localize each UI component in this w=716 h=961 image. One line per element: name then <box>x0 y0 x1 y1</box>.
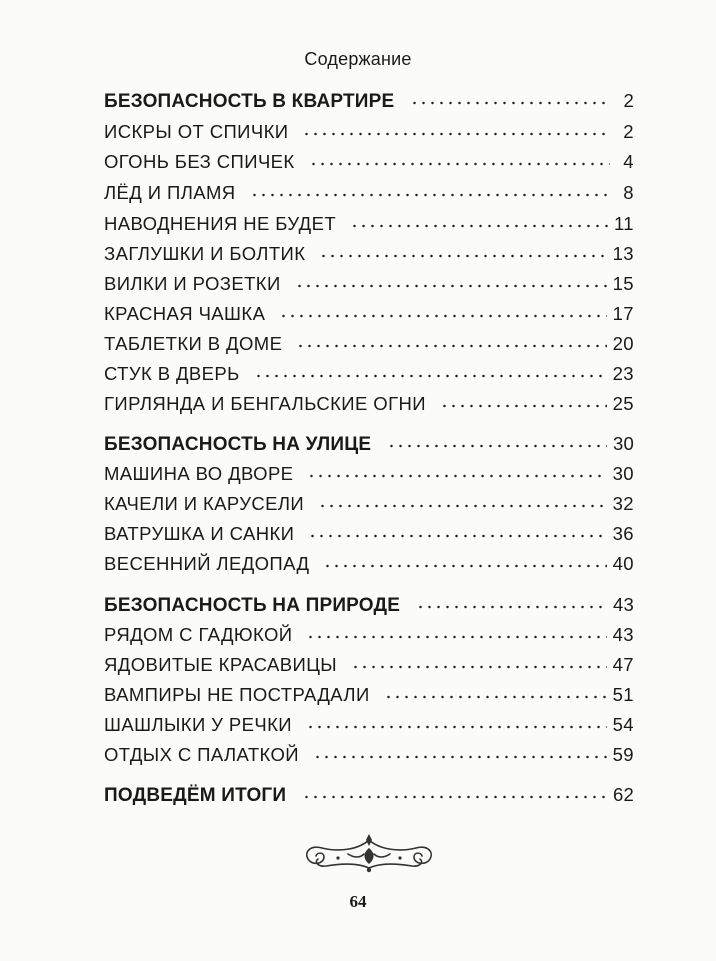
dot-leader <box>308 533 606 539</box>
dot-leader <box>306 634 606 640</box>
toc-section-row <box>104 90 634 114</box>
toc-entry-row <box>104 363 634 387</box>
page-number: 64 <box>349 892 367 911</box>
toc-title: Содержание <box>304 49 412 69</box>
dot-leader <box>350 223 608 229</box>
toc-page-number: 15 <box>612 273 634 294</box>
toc-page-number: 43 <box>612 624 634 645</box>
toc-entry-row <box>104 151 634 175</box>
toc-entry-row <box>104 182 634 206</box>
toc-entry-title: ТАБЛЕТКИ В ДОМЕ <box>104 333 283 354</box>
toc-page-number: 23 <box>612 363 634 384</box>
toc-entry-title: ВЕСЕННИЙ ЛЕДОПАД <box>104 553 310 574</box>
toc-page-number: 54 <box>612 714 634 735</box>
toc-page-number: 36 <box>612 523 634 544</box>
dot-leader <box>416 604 607 610</box>
toc-entry-row <box>104 121 634 145</box>
dot-leader <box>279 313 606 319</box>
toc-entry-title: ОТДЫХ С ПАЛАТКОЙ <box>104 744 299 765</box>
toc-entry-title: СТУК В ДВЕРЬ <box>104 363 240 384</box>
dot-leader <box>440 403 607 409</box>
toc-entry-row <box>104 744 634 768</box>
toc-page-number: 62 <box>613 784 634 805</box>
toc-page-number: 32 <box>612 493 634 514</box>
toc-entry-title: ВАМПИРЫ НЕ ПОСТРАДАЛИ <box>104 684 370 705</box>
toc-page-number: 2 <box>623 121 634 142</box>
toc-section-title: ПОДВЕДЁМ ИТОГИ <box>104 785 287 806</box>
toc-page-number: 47 <box>612 654 634 675</box>
toc-entry-row <box>104 273 634 297</box>
toc-entry-row <box>104 684 634 708</box>
toc-section-row <box>104 433 634 457</box>
toc-entry-title: ВИЛКИ И РОЗЕТКИ <box>104 273 281 294</box>
toc-entry-row <box>104 493 634 517</box>
toc-entry-row <box>104 333 634 357</box>
toc-page-number: 4 <box>623 151 634 172</box>
dot-leader <box>250 192 610 198</box>
toc-page-number: 30 <box>613 433 634 454</box>
dot-leader <box>319 253 606 259</box>
toc-entry-row <box>104 654 634 678</box>
toc-entry-title: НАВОДНЕНИЯ НЕ БУДЕТ <box>104 213 337 234</box>
toc-entry-row <box>104 463 634 487</box>
toc-entry-title: ШАШЛЫКИ У РЕЧКИ <box>104 714 292 735</box>
dot-leader <box>323 563 606 569</box>
toc-entry-row <box>104 553 634 577</box>
toc-entry-row <box>104 303 634 327</box>
toc-entry-row <box>104 243 634 267</box>
toc-entry-title: ЯДОВИТЫЕ КРАСАВИЦЫ <box>104 654 338 675</box>
toc-section-row <box>104 784 634 808</box>
dot-leader <box>387 443 607 449</box>
toc-entry-row <box>104 213 634 237</box>
dot-leader <box>302 794 607 800</box>
toc-section-title: БЕЗОПАСНОСТЬ В КВАРТИРЕ <box>104 91 395 112</box>
toc-entry-title: ИСКРЫ ОТ СПИЧКИ <box>104 121 289 142</box>
toc-page-number: 2 <box>623 90 634 111</box>
toc-entry-title: КРАСНАЯ ЧАШКА <box>104 303 266 324</box>
toc-page-number: 13 <box>612 243 634 264</box>
toc-page-number: 17 <box>612 303 634 324</box>
dot-leader <box>313 754 607 760</box>
toc-entry-title: РЯДОМ С ГАДЮКОЙ <box>104 624 293 645</box>
dot-leader <box>351 664 607 670</box>
toc-entry-row <box>104 714 634 738</box>
toc-page-number: 59 <box>612 744 634 765</box>
toc-page-number: 51 <box>612 684 634 705</box>
toc-section-title: БЕЗОПАСНОСТЬ НА ПРИРОДЕ <box>104 595 401 616</box>
toc-page-number: 20 <box>612 333 634 354</box>
dot-leader <box>254 373 607 379</box>
toc-page-number: 43 <box>613 594 634 615</box>
toc-entry-title: ЗАГЛУШКИ И БОЛТИК <box>104 243 306 264</box>
toc-entry-title: ЛЁД И ПЛАМЯ <box>104 182 236 203</box>
toc-entry-row <box>104 523 634 547</box>
dot-leader <box>309 161 610 167</box>
toc-section-title: БЕЗОПАСНОСТЬ НА УЛИЦЕ <box>104 434 372 455</box>
dot-leader <box>295 283 607 289</box>
toc-section-row <box>104 594 634 618</box>
dot-leader <box>302 131 610 137</box>
decorative-flourish-icon <box>298 832 440 880</box>
toc-page-number: 8 <box>623 182 634 203</box>
toc-page-number: 25 <box>612 393 634 414</box>
toc-entry-title: ГИРЛЯНДА И БЕНГАЛЬСКИЕ ОГНИ <box>104 393 426 414</box>
dot-leader <box>410 100 610 106</box>
dot-leader <box>307 473 606 479</box>
toc-entry-row <box>104 393 634 417</box>
toc-entry-title: КАЧЕЛИ И КАРУСЕЛИ <box>104 493 305 514</box>
toc-entry-title: ВАТРУШКА И САНКИ <box>104 523 295 544</box>
toc-page-number: 11 <box>613 213 634 234</box>
toc-entry-title: ОГОНЬ БЕЗ СПИЧЕК <box>104 151 295 172</box>
toc-page-number: 40 <box>612 553 634 574</box>
dot-leader <box>318 503 607 509</box>
toc-entry-row <box>104 624 634 648</box>
toc-entry-title: МАШИНА ВО ДВОРЕ <box>104 463 294 484</box>
toc-page-number: 30 <box>612 463 634 484</box>
dot-leader <box>306 724 607 730</box>
dot-leader <box>296 343 606 349</box>
dot-leader <box>384 694 607 700</box>
